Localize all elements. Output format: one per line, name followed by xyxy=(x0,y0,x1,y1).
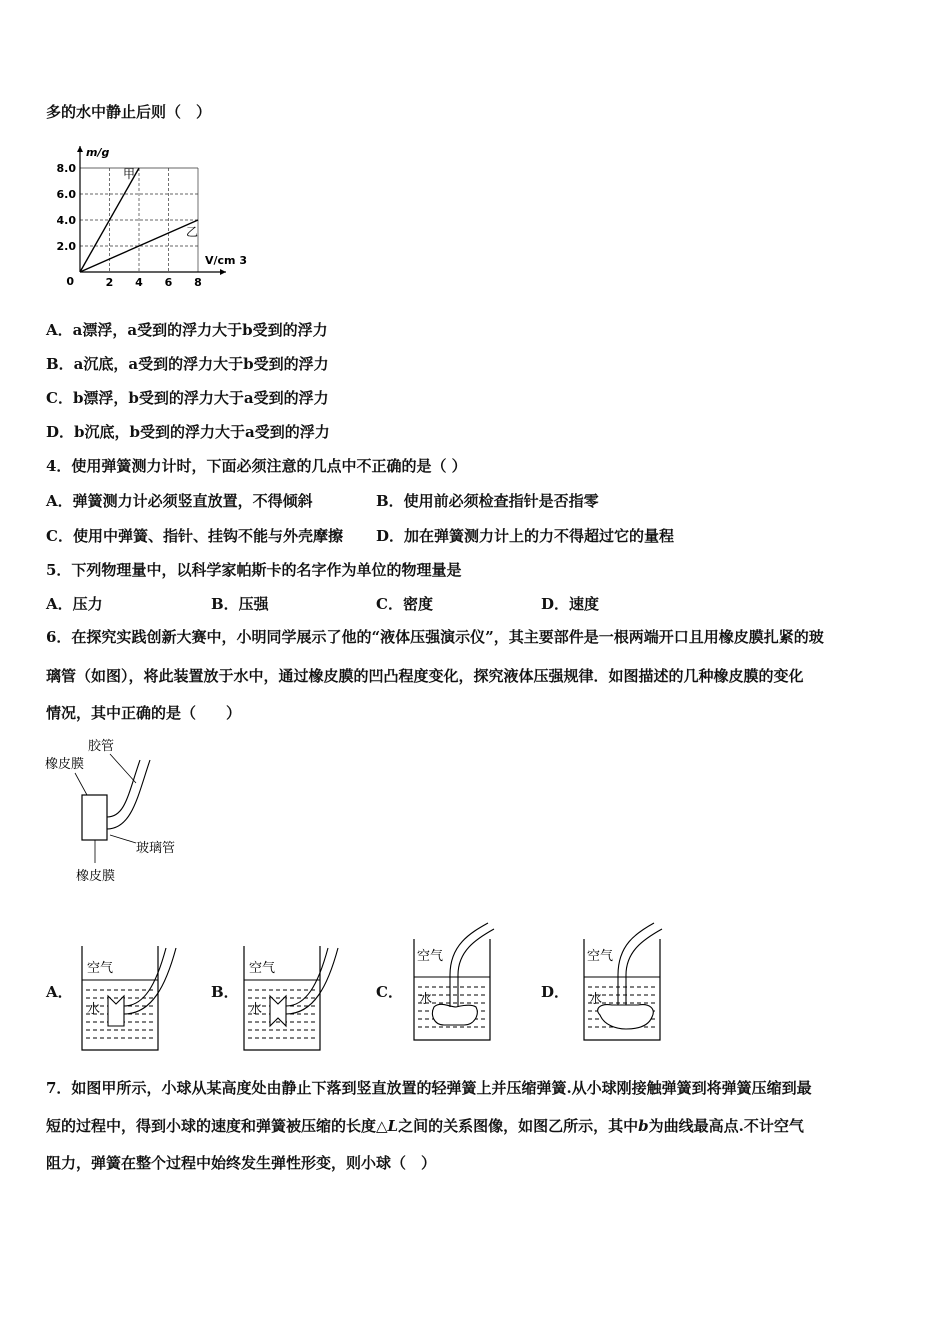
q4-option-d: D．加在弹簧测力计上的力不得超过它的量程 xyxy=(376,527,675,545)
q5-option-d: D．速度 xyxy=(541,595,600,613)
q3-option-d: D．b沉底，b受到的浮力大于a受到的浮力 xyxy=(46,423,330,441)
q6-choice-a-letter: A． xyxy=(46,983,73,1001)
q7-line3: 阻力，弹簧在整个过程中始终发生弹性形变，则小球（ ） xyxy=(46,1154,437,1172)
q6-choice-b-letter: B． xyxy=(211,983,239,1001)
water-label: 水 xyxy=(249,1002,263,1017)
x-axis-arrow xyxy=(220,269,226,275)
x-tick-label: 4 xyxy=(135,276,143,289)
q6-stem-line1: 6．在探究实践创新大赛中，小明同学展示了他的“液体压强演示仪”，其主要部件是一根两端开口且用橡皮膜扎紧的玻 xyxy=(46,628,824,646)
label-membrane-bottom: 橡皮膜 xyxy=(76,869,116,884)
water-label: 水 xyxy=(87,1002,101,1017)
q3-stem-tail: 多的水中静止后则（ ） xyxy=(46,103,212,121)
q5-stem: 5．下列物理量中，以科学家帕斯卡的名字作为单位的物理量是 xyxy=(46,561,462,579)
q5-option-b: B．压强 xyxy=(211,595,269,613)
q4-option-c: C．使用中弹簧、指针、挂钩不能与外壳摩擦 xyxy=(46,527,343,545)
y-axis-label: m/g xyxy=(86,146,110,159)
q3-option-a: A．a漂浮，a受到的浮力大于b受到的浮力 xyxy=(46,321,328,339)
series-label-jia: 甲 xyxy=(123,167,136,181)
q7-line2 xyxy=(46,1116,804,1136)
y-tick-label: 8.0 xyxy=(56,162,76,175)
q7-line2-post: 为曲线最高点.不计空气 xyxy=(648,1117,804,1135)
q6-choice-c-letter: C． xyxy=(376,983,403,1001)
water-label: 水 xyxy=(419,992,433,1007)
air-label: 空气 xyxy=(587,949,614,964)
q6-stem-line2: 璃管（如图），将此装置放于水中，通过橡皮膜的凹凸程度变化，探究液体压强规律．如图描述的几种橡皮膜的变化 xyxy=(46,667,804,685)
q4-option-a: A．弹簧测力计必须竖直放置，不得倾斜 xyxy=(46,492,313,510)
water-label: 水 xyxy=(589,992,603,1007)
q3-option-c: C．b漂浮，b受到的浮力大于a受到的浮力 xyxy=(46,389,329,407)
q7-line2-pre: 短的过程中，得到小球的速度和弹簧被压缩的长度△ xyxy=(46,1117,388,1135)
label-glass-tube: 玻璃管 xyxy=(136,841,176,856)
q6-choice-b-diagram xyxy=(240,940,350,1055)
air-label: 空气 xyxy=(249,961,276,976)
air-label: 空气 xyxy=(87,961,114,976)
series-label-yi: 乙 xyxy=(186,225,199,239)
q5-option-a: A．压力 xyxy=(46,595,103,613)
q4-stem: 4．使用弹簧测力计时，下面必须注意的几点中不正确的是（ ） xyxy=(46,457,467,475)
label-hose: 胶管 xyxy=(88,739,115,754)
air-label: 空气 xyxy=(417,949,444,964)
pressure-demo-apparatus xyxy=(40,735,210,890)
q6-stem-line3: 情况，其中正确的是（ ） xyxy=(46,704,242,722)
q5-option-c: C．密度 xyxy=(376,595,433,613)
q7-line1: 7．如图甲所示，小球从某高度处由静止下落到竖直放置的轻弹簧上并压缩弹簧.从小球刚接触弹簧到将弹簧压缩到最 xyxy=(46,1079,812,1097)
q4-option-b: B．使用前必须检查指针是否指零 xyxy=(376,492,599,510)
y-tick-label: 2.0 xyxy=(56,240,76,253)
origin-label: 0 xyxy=(66,275,74,288)
x-tick-label: 6 xyxy=(164,276,173,289)
q6-choice-a-diagram xyxy=(78,940,188,1055)
q7-var-b: b xyxy=(638,1117,649,1135)
q6-choice-c-diagram xyxy=(410,915,510,1045)
x-tick-label: 8 xyxy=(194,276,202,289)
y-axis-arrow xyxy=(77,146,83,152)
q7-var-l: L xyxy=(387,1117,399,1135)
y-tick-label: 4.0 xyxy=(56,214,76,227)
q3-option-b: B．a沉底，a受到的浮力大于b受到的浮力 xyxy=(46,355,329,373)
y-tick-label: 6.0 xyxy=(56,188,76,201)
q7-line2-mid: 之间的关系图像，如图乙所示，其中 xyxy=(398,1117,639,1135)
label-membrane-top: 橡皮膜 xyxy=(45,757,85,772)
q6-choice-d-letter: D． xyxy=(541,983,570,1001)
x-axis-label: V/cm 3 xyxy=(205,254,247,267)
mass-volume-chart xyxy=(55,135,265,310)
x-tick-label: 2 xyxy=(105,276,114,289)
q6-choice-d-diagram xyxy=(580,915,680,1045)
